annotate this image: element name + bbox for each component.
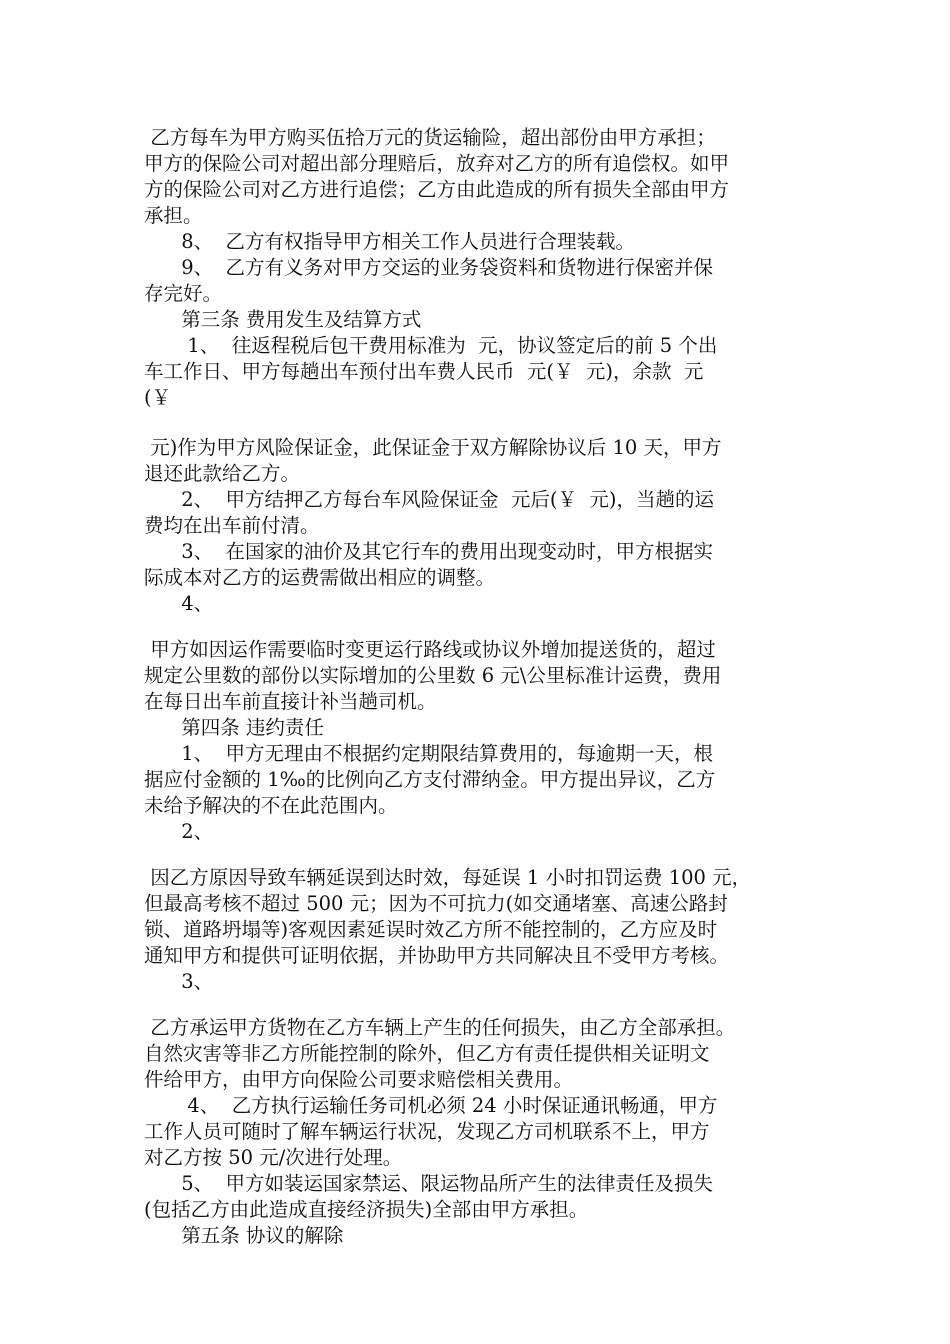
text-line: 件给甲方，由甲方向保险公司要求赔偿相关费用。 (144, 1068, 574, 1091)
text-line: 但最高考核不超过 500 元；因为不可抗力(如交通堵塞、高速公路封 (144, 892, 728, 915)
text-line: 际成本对乙方的运费需做出相应的调整。 (144, 566, 496, 589)
text-line: 方的保险公司对乙方进行追偿；乙方由此造成的所有损失全部由甲方 (144, 178, 730, 201)
text-line: 承担。 (144, 204, 203, 227)
text-line: 3、 (144, 970, 214, 993)
text-line: 退还此款给乙方。 (144, 462, 301, 485)
text-line: 费均在出车前付清。 (144, 514, 320, 537)
text-line: 乙方每车为甲方购买伍拾万元的货运输险，超出部份由甲方承担； (144, 126, 716, 149)
text-line: 自然灾害等非乙方所能控制的除外，但乙方有责任提供相关证明文 (144, 1042, 710, 1065)
text-line: 5、 甲方如装运国家禁运、限运物品所产生的法律责任及损失 (144, 1172, 713, 1195)
text-line: 未给予解决的不在此范围内。 (144, 794, 398, 817)
text-line: 乙方承运甲方货物在乙方车辆上产生的任何损失，由乙方全部承担。 (144, 1016, 736, 1039)
text-line: 4、 (144, 592, 214, 615)
text-line: 2、 (144, 820, 214, 843)
text-line: 锁、道路坍塌等)客观因素延误时效乙方所不能控制的，乙方应及时 (144, 918, 718, 941)
text-line: 据应付金额的 1‰的比例向乙方支付滞纳金。甲方提出异议，乙方 (144, 768, 716, 791)
text-line: 2、 甲方结押乙方每台车风险保证金 元后(￥ 元)，当趟的运 (144, 488, 715, 511)
text-line: (￥ (144, 386, 172, 409)
text-line: 甲方如因运作需要临时变更运行路线或协议外增加提送货的，超过 (144, 638, 716, 661)
section-heading: 第三条 费用发生及结算方式 (144, 308, 422, 331)
text-line: 1、 甲方无理由不根据约定期限结算费用的，每逾期一天，根 (144, 742, 713, 765)
text-line: 对乙方按 50 元/次进行处理。 (144, 1146, 403, 1169)
text-line: 在每日出车前直接计补当趟司机。 (144, 690, 437, 713)
text-line: 3、 在国家的油价及其它行车的费用出现变动时，甲方根据实 (144, 540, 713, 563)
text-line: (包括乙方由此造成直接经济损失)全部由甲方承担。 (144, 1198, 589, 1221)
text-line: 车工作日、甲方每趟出车预付出车费人民币 元(￥ 元)，余款 元 (144, 360, 704, 383)
text-line: 9、 乙方有义务对甲方交运的业务袋资料和货物进行保密并保 (144, 256, 713, 279)
section-heading: 第五条 协议的解除 (144, 1224, 344, 1247)
text-line: 4、 乙方执行运输任务司机必须 24 小时保证通讯畅通，甲方 (144, 1094, 718, 1117)
text-line: 8、 乙方有权指导甲方相关工作人员进行合理装载。 (144, 230, 635, 253)
text-line: 因乙方原因导致车辆延误到达时效，每延误 1 小时扣罚运费 100 元， (144, 866, 752, 889)
text-line: 存完好。 (144, 282, 223, 305)
text-line: 1、 往返程税后包干费用标准为 元，协议签定后的前 5 个出 (144, 334, 718, 357)
text-line: 元)作为甲方风险保证金，此保证金于双方解除协议后 10 天，甲方 (144, 436, 722, 459)
text-line: 通知甲方和提供可证明依据，并协助甲方共同解决且不受甲方考核。 (144, 944, 730, 967)
section-heading: 第四条 违约责任 (144, 716, 324, 739)
text-line: 甲方的保险公司对超出部分理赔后，放弃对乙方的所有追偿权。如甲 (144, 152, 730, 175)
text-line: 工作人员可随时了解车辆运行状况，发现乙方司机联系不上，甲方 (144, 1120, 710, 1143)
text-line: 规定公里数的部份以实际增加的公里数 6 元\公里标准计运费，费用 (144, 664, 722, 687)
